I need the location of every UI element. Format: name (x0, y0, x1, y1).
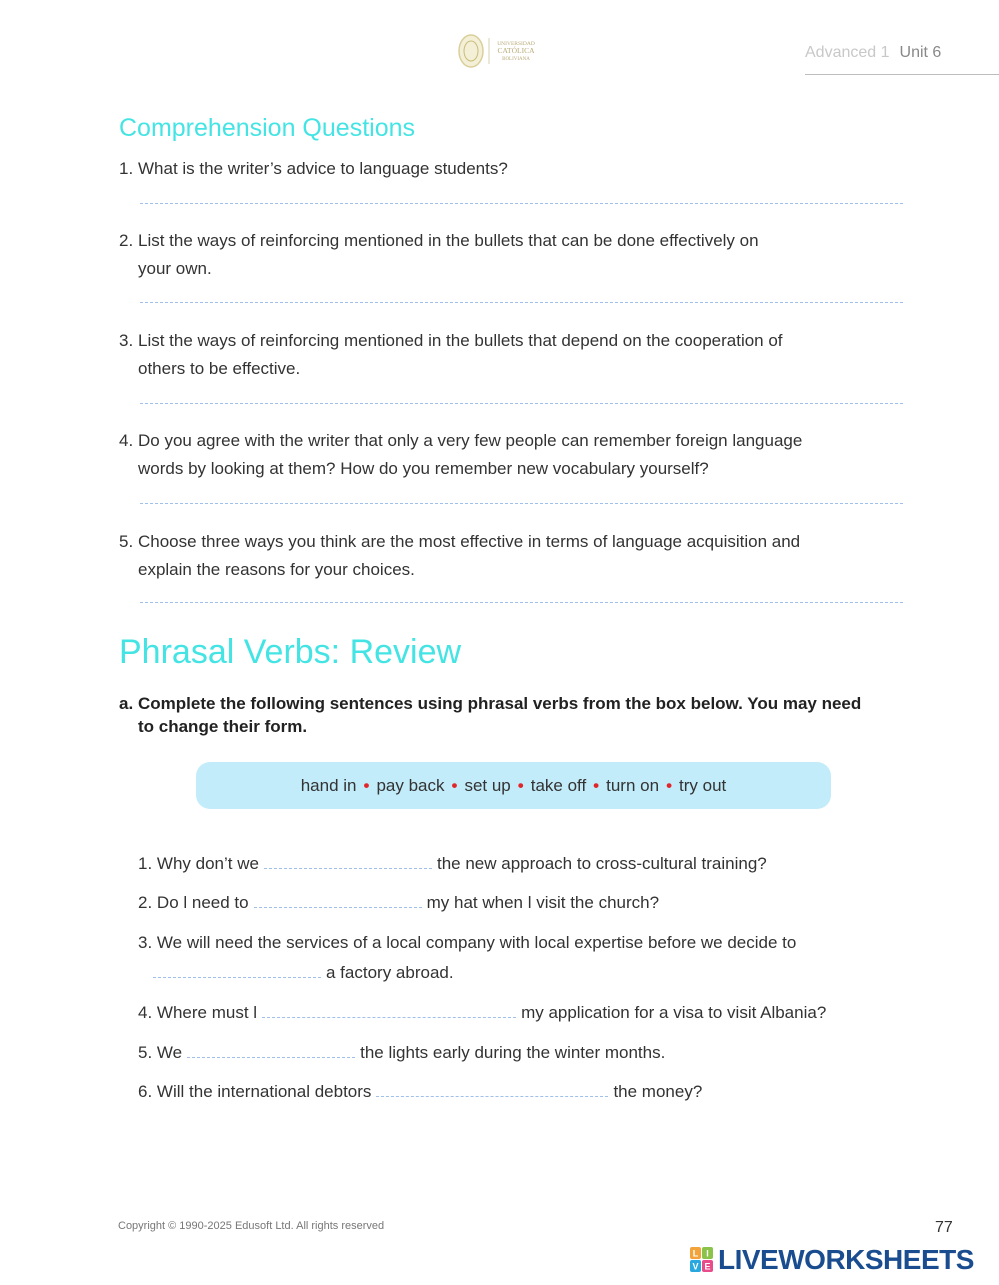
exercise-text-after: the lights early during the winter months. (360, 1043, 666, 1062)
question-text-cont: words by looking at them? How do you remember new vocabulary yourself? (138, 459, 709, 478)
course-unit: Unit 6 (899, 44, 942, 61)
word-option: pay back (376, 775, 445, 795)
logo-text-1: UNIVERSIDAD (497, 41, 535, 47)
bullet-separator: • (363, 775, 370, 795)
page-number: 77 (935, 1219, 953, 1236)
question-number: 2. (119, 231, 134, 250)
course-level: Advanced 1 (805, 44, 890, 61)
copyright-notice: Copyright © 1990-2025 Edusoft Ltd. All rights reserved (118, 1220, 385, 1232)
liveworksheets-icon (690, 1247, 714, 1273)
course-header (805, 44, 941, 62)
fill-blank[interactable] (254, 889, 422, 908)
university-logo (456, 32, 544, 70)
fill-blank[interactable] (264, 850, 432, 869)
exercise-number: 6. (138, 1082, 153, 1101)
question-3 (119, 327, 909, 383)
liveworksheets-text: LIVEWORKSHEETS (718, 1244, 974, 1275)
icon-letter: E (704, 1261, 711, 1272)
exercise-text-before: Where must l (156, 1003, 258, 1022)
fill-blank[interactable] (376, 1078, 608, 1097)
question-text-cont: your own. (138, 259, 212, 278)
exercise-text-after: the money? (613, 1082, 703, 1101)
answer-line-3[interactable] (140, 403, 903, 404)
exercise-3 (138, 928, 918, 988)
question-4 (119, 427, 909, 483)
header-divider (805, 74, 999, 75)
exercise-text-after: the new approach to cross-cultural training? (436, 854, 767, 873)
question-text: What is the writer’s advice to language students? (138, 159, 508, 178)
question-number: 4. (119, 431, 134, 450)
question-5 (119, 528, 909, 584)
comprehension-title: Comprehension Questions (119, 114, 415, 142)
exercise-instruction (119, 692, 909, 738)
question-text: Choose three ways you think are the most effective in terms of language acquisition and (138, 532, 801, 551)
question-number: 3. (119, 331, 134, 350)
phrasal-verbs-title: Phrasal Verbs: Review (119, 633, 462, 671)
bullet-separator: • (451, 775, 458, 795)
icon-letter: L (692, 1248, 699, 1259)
bullet-separator: • (593, 775, 600, 795)
fill-blank[interactable] (153, 959, 321, 978)
question-text-cont: explain the reasons for your choices. (138, 560, 415, 579)
instruction-text: Complete the following sentences using phrasal verbs from the box below. You may need (138, 694, 862, 713)
instruction-text-cont: to change their form. (138, 717, 308, 736)
exercise-number: 3. (138, 933, 153, 952)
answer-line-4[interactable] (140, 503, 903, 504)
word-option: try out (679, 775, 727, 795)
word-option: set up (464, 775, 511, 795)
answer-line-5[interactable] (140, 602, 903, 603)
exercise-text-after: a factory abroad. (326, 963, 454, 982)
fill-blank[interactable] (187, 1039, 355, 1058)
exercise-4 (138, 998, 918, 1028)
bullet-separator: • (517, 775, 524, 795)
question-text: List the ways of reinforcing mentioned in the bullets that can be done effectively on (138, 231, 759, 250)
word-option: turn on (606, 775, 660, 795)
fill-blank[interactable] (262, 999, 516, 1018)
exercise-text-before: Why don’t we (156, 854, 259, 873)
exercise-1 (138, 849, 918, 879)
exercise-text-after: my hat when l visit the church? (426, 893, 660, 912)
logo-text-3: BOLIVIANA (502, 57, 530, 62)
question-number: 1. (119, 159, 134, 178)
icon-letter: I (706, 1248, 709, 1259)
question-1 (119, 155, 909, 183)
exercise-text-before: We (156, 1043, 183, 1062)
exercise-text-before: Do l need to (156, 893, 249, 912)
question-text-cont: others to be effective. (138, 359, 301, 378)
icon-letter: V (692, 1261, 699, 1272)
question-2 (119, 227, 909, 283)
exercise-number: 2. (138, 893, 153, 912)
exercise-6 (138, 1077, 918, 1107)
answer-line-2[interactable] (140, 302, 903, 303)
exercise-number: 1. (138, 854, 153, 873)
question-text: Do you agree with the writer that only a very few people can remember foreign language (138, 431, 803, 450)
exercise-2 (138, 888, 918, 918)
word-box (196, 762, 831, 809)
bullet-separator: • (666, 775, 673, 795)
exercise-text-after: my application for a visa to visit Albania? (521, 1003, 827, 1022)
question-text: List the ways of reinforcing mentioned in the bullets that depend on the cooperation of (138, 331, 783, 350)
exercise-number: 4. (138, 1003, 153, 1022)
answer-line-1[interactable] (140, 203, 903, 204)
question-number: 5. (119, 532, 134, 551)
instruction-letter: a. (119, 694, 134, 713)
word-option: take off (530, 775, 587, 795)
exercise-5 (138, 1038, 918, 1068)
exercise-number: 5. (138, 1043, 153, 1062)
logo-text-2: CATÓLICA (497, 46, 535, 55)
exercise-text-before: We will need the services of a local company with local expertise before we decide to (156, 933, 797, 952)
liveworksheets-brand[interactable] (690, 1244, 990, 1276)
word-option: hand in (300, 775, 357, 795)
exercise-text-before: Will the international debtors (156, 1082, 372, 1101)
